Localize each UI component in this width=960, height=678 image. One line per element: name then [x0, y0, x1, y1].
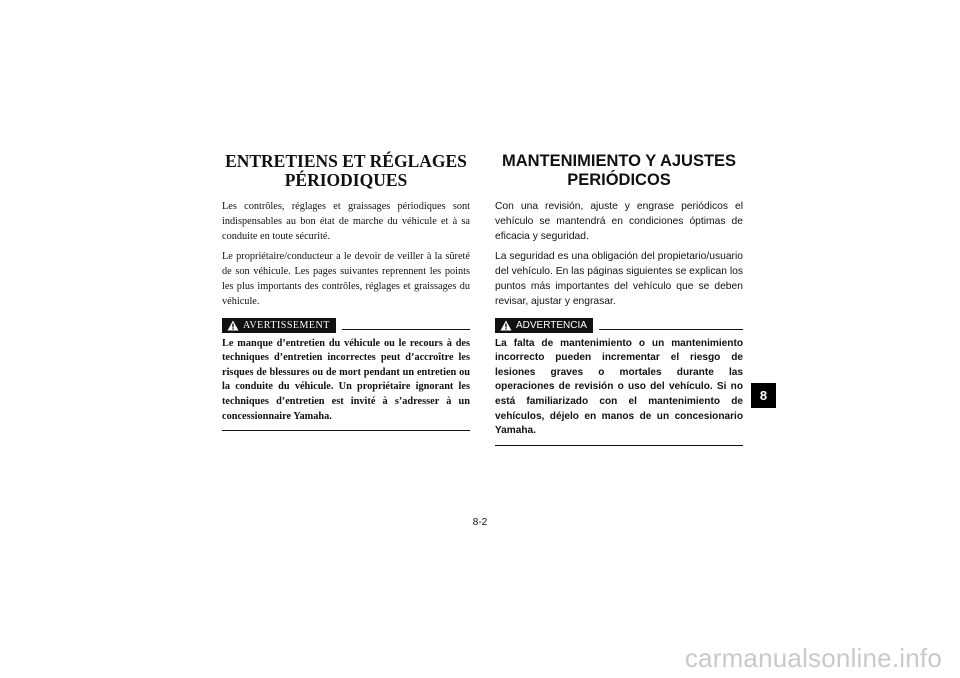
spanish-column	[495, 152, 743, 446]
page-number: 8-2	[472, 517, 488, 528]
warning-triangle-icon	[500, 320, 512, 331]
french-warning-header	[222, 318, 470, 333]
french-warning-badge	[222, 318, 336, 333]
french-paragraph-2: Le propriétaire/conducteur a le devoir de veiller à la sûreté de son véhicule. Les pages suivantes reprennent les points les plus importants des contrôles, réglages et graissages du véhicule.	[222, 251, 470, 307]
spanish-title-line2: PERIÓDICOS	[567, 171, 671, 189]
warning-triangle-icon	[227, 320, 239, 331]
french-warning-text: Le manque d’entretien du véhicule ou le recours à des techniques d’entretien incorrectes peut d’accroître les risques de blessures ou de mort pendant un entretien ou la conduite du véhicule. Un propriétaire ignorant les techniques d’entretien est invité à s’adresser à un concessionnaire Yamaha.	[222, 337, 470, 432]
french-title	[222, 152, 470, 190]
french-title-line2: PÉRIODIQUES	[284, 170, 408, 190]
spanish-title	[495, 152, 743, 190]
spanish-paragraph-2: La seguridad es una obligación del propietario/usuario del vehículo. En las páginas siguientes se explican los puntos más importantes del vehículo que se deben revisar, ajustar y engrasar.	[495, 251, 743, 307]
french-warning-label: AVERTISSEMENT	[243, 319, 330, 331]
spanish-warning-text: La falta de mantenimiento o un mantenimiento incorrecto pueden incrementar el riesgo de lesiones graves o mortales durante las operaciones de revisión o uso del vehículo. Si no está familiarizado con el mantenimiento de vehículos, déjelo en manos de un concesionario Yamaha.	[495, 337, 743, 446]
french-paragraph-1: Les contrôles, réglages et graissages périodiques sont indispensables au bon état de marche du véhicule et à sa conduite en toute sécurité.	[222, 201, 470, 242]
spanish-warning-badge	[495, 318, 593, 333]
spanish-paragraph-1: Con una revisión, ajuste y engrase periódicos el vehículo se mantendrá en condiciones óptimas de eficacia y seguridad.	[495, 201, 743, 242]
warning-rule	[342, 329, 470, 330]
spanish-title-line1: MANTENIMIENTO Y AJUSTES	[501, 152, 737, 170]
french-column	[222, 152, 470, 431]
french-title-line1: ENTRETIENS ET RÉGLAGES	[225, 151, 467, 171]
warning-rule	[599, 329, 743, 330]
spanish-warning-label: ADVERTENCIA	[516, 319, 587, 331]
chapter-tab: 8	[751, 383, 776, 408]
watermark: carmanualsonline.info	[684, 643, 942, 673]
spanish-warning-header	[495, 318, 743, 333]
